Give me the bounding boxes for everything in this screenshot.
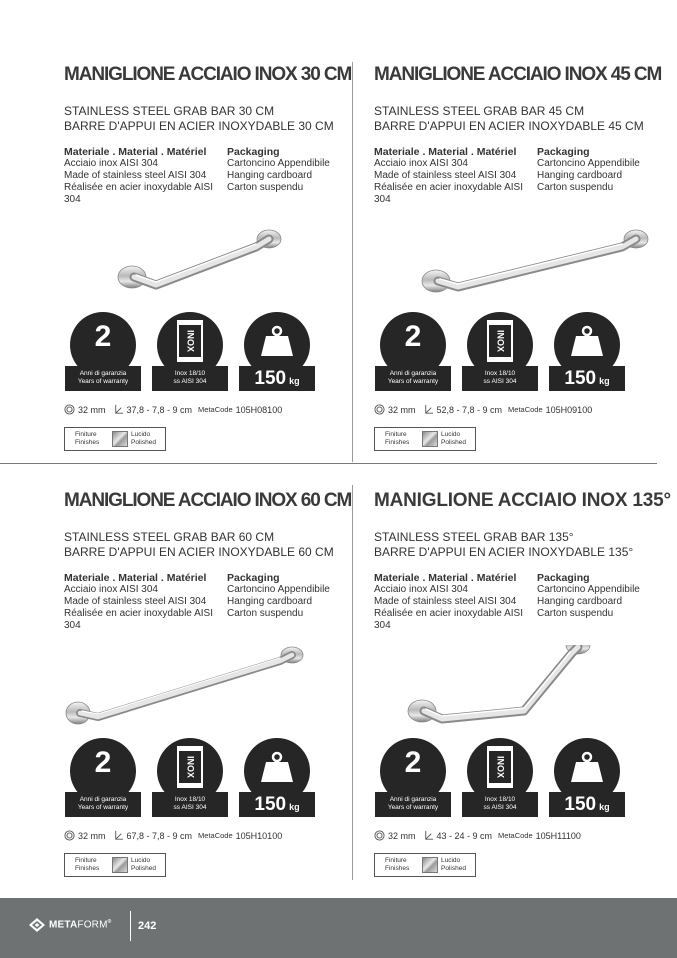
finish-value-it: Lucido — [131, 857, 151, 864]
materials-block — [374, 572, 534, 632]
polished-swatch — [112, 431, 128, 447]
weight-unit: kg — [599, 802, 610, 812]
warranty-label — [375, 792, 451, 817]
material-line: Acciaio inox AISI 304 — [374, 584, 468, 595]
materials-block — [64, 572, 224, 632]
warranty-label-en: Years of warranty — [77, 804, 129, 811]
finishes-box — [64, 427, 166, 451]
material-line: Acciaio inox AISI 304 — [374, 158, 468, 169]
inox-label-line1: Inox 18/10 — [484, 796, 516, 803]
finish-labels — [385, 857, 409, 873]
weight-label — [549, 792, 625, 817]
packaging-heading: Packaging — [537, 146, 590, 158]
material-line: Acciaio inox AISI 304 — [64, 158, 158, 169]
warranty-label-it: Anni di garanzia — [79, 370, 127, 377]
finish-label-en: Finishes — [75, 439, 100, 446]
material-line: Made of stainless steel AISI 304 — [64, 596, 207, 607]
metacode-value: 105H10100 — [235, 830, 283, 841]
page-footer — [0, 898, 677, 958]
product-title: MANIGLIONE ACCIAIO INOX 60 CM — [64, 490, 352, 511]
dimensions-value: 67,8 - 7,8 - 9 cm — [126, 830, 193, 841]
subtitle-fr: BARRE D'APPUI EN ACIER INOXYDABLE 60 CM — [64, 545, 334, 559]
brand-name — [49, 919, 112, 930]
finish-values — [131, 857, 156, 873]
packaging-line: Carton suspendu — [537, 608, 614, 619]
material-line: Made of stainless steel AISI 304 — [374, 170, 517, 181]
finish-value-en: Polished — [131, 439, 156, 446]
polished-swatch — [112, 857, 128, 873]
finishes-box — [374, 853, 476, 877]
inox-icon-text: INOX — [495, 755, 506, 779]
weight-number: 150 — [564, 794, 597, 815]
subtitle-en: STAINLESS STEEL GRAB BAR 45 CM — [374, 104, 585, 118]
weight-number: 150 — [564, 368, 597, 389]
grab-bar-image — [414, 219, 654, 309]
packaging-line: Hanging cardboard — [537, 170, 623, 181]
finish-label-en: Finishes — [385, 865, 410, 872]
packaging-line: Cartoncino Appendibile — [537, 584, 640, 595]
warranty-label-en: Years of warranty — [77, 378, 129, 385]
diameter-value: 32 mm — [78, 404, 106, 415]
materials-heading: Materiale . Material . Matériel — [64, 146, 207, 158]
material-line: Réalisée en acier inoxydable AISI 304 — [374, 608, 523, 631]
product-title: MANIGLIONE ACCIAIO INOX 135° — [374, 490, 671, 511]
inox-icon-text: INOX — [185, 755, 196, 779]
inox-icon — [177, 320, 203, 362]
dimensions-icon — [423, 830, 434, 841]
inox-label-line2: ss AISI 304 — [483, 804, 517, 811]
finish-values — [441, 857, 466, 873]
dimensions-value: 43 - 24 - 9 cm — [436, 830, 493, 841]
inox-label-line2: ss AISI 304 — [483, 378, 517, 385]
subtitle-fr: BARRE D'APPUI EN ACIER INOXYDABLE 135° — [374, 545, 634, 559]
packaging-line: Carton suspendu — [537, 182, 614, 193]
subtitle-en: STAINLESS STEEL GRAB BAR 60 CM — [64, 530, 275, 544]
inox-icon — [487, 746, 513, 788]
weight-icon — [260, 750, 294, 784]
material-line: Made of stainless steel AISI 304 — [64, 170, 207, 181]
metacode-value: 105H11100 — [535, 830, 581, 841]
packaging-block — [537, 146, 667, 194]
weight-icon — [570, 750, 604, 784]
specs-line — [374, 404, 592, 415]
weight-unit: kg — [289, 376, 300, 386]
finish-label-it: Finiture — [75, 431, 97, 438]
finishes-box — [64, 853, 166, 877]
inox-icon-text: INOX — [495, 329, 506, 353]
metaform-diamond-icon — [29, 918, 45, 932]
inox-label — [462, 792, 538, 817]
grab-bar-135-image — [404, 645, 644, 735]
inox-label — [152, 366, 228, 391]
weight-number: 150 — [254, 368, 287, 389]
warranty-number: 2 — [94, 746, 112, 779]
finish-label-en: Finishes — [385, 439, 410, 446]
product-subtitle — [64, 104, 334, 134]
specs-line — [64, 830, 282, 841]
inox-label-line2: ss AISI 304 — [173, 804, 207, 811]
packaging-line: Cartoncino Appendibile — [227, 584, 330, 595]
material-line: Acciaio inox AISI 304 — [64, 584, 158, 595]
warranty-label-en: Years of warranty — [387, 378, 439, 385]
materials-heading: Materiale . Material . Matériel — [374, 146, 517, 158]
diameter-icon — [374, 830, 385, 841]
diameter-icon — [64, 830, 75, 841]
finish-labels — [75, 857, 99, 873]
finish-labels — [75, 431, 99, 447]
materials-block — [374, 146, 534, 206]
finish-values — [131, 431, 156, 447]
dimensions-icon — [113, 404, 124, 415]
diameter-icon — [374, 404, 385, 415]
material-line: Réalisée en acier inoxydable AISI 304 — [64, 608, 213, 631]
product-subtitle — [374, 104, 644, 134]
warranty-label-it: Anni di garanzia — [79, 796, 127, 803]
finish-label-en: Finishes — [75, 865, 100, 872]
brand-bold: META — [49, 919, 78, 931]
grab-bar-image — [46, 645, 326, 735]
specs-line — [374, 830, 581, 841]
finish-value-en: Polished — [441, 439, 466, 446]
diameter-value: 32 mm — [388, 404, 416, 415]
brand-light: FORM — [77, 919, 108, 931]
weight-number: 150 — [254, 794, 287, 815]
diameter-value: 32 mm — [388, 830, 416, 841]
packaging-line: Hanging cardboard — [537, 596, 623, 607]
packaging-block — [227, 572, 357, 620]
material-line: Réalisée en acier inoxydable AISI 304 — [374, 182, 523, 205]
packaging-line: Cartoncino Appendibile — [537, 158, 640, 169]
finishes-box — [374, 427, 476, 451]
inox-label-line1: Inox 18/10 — [484, 370, 516, 377]
warranty-label — [65, 792, 141, 817]
packaging-line: Hanging cardboard — [227, 596, 313, 607]
polished-swatch — [422, 431, 438, 447]
finish-value-it: Lucido — [131, 431, 151, 438]
warranty-number: 2 — [94, 320, 112, 353]
metacode-label: MetaCode — [508, 405, 543, 414]
warranty-number: 2 — [404, 320, 422, 353]
dimensions-value: 52,8 - 7,8 - 9 cm — [436, 404, 503, 415]
packaging-line: Carton suspendu — [227, 608, 304, 619]
polished-swatch — [422, 857, 438, 873]
dimensions-icon — [423, 404, 434, 415]
finish-label-it: Finiture — [75, 857, 97, 864]
inox-label — [152, 792, 228, 817]
packaging-heading: Packaging — [537, 572, 590, 584]
packaging-line: Hanging cardboard — [227, 170, 313, 181]
warranty-label — [65, 366, 141, 391]
inox-icon — [487, 320, 513, 362]
packaging-block — [227, 146, 357, 194]
weight-label — [239, 792, 315, 817]
metaform-logo — [29, 918, 112, 932]
product-card-135deg — [374, 490, 674, 910]
metacode-label: MetaCode — [198, 405, 233, 414]
footer-separator — [130, 911, 131, 941]
weight-unit: kg — [599, 376, 610, 386]
inox-icon — [177, 746, 203, 788]
metacode-label: MetaCode — [498, 831, 533, 840]
metacode-value: 105H09100 — [545, 404, 593, 415]
weight-label — [239, 366, 315, 391]
brand-registered-mark: ® — [107, 919, 112, 926]
finish-labels — [385, 431, 409, 447]
finish-label-it: Finiture — [385, 431, 407, 438]
warranty-label — [375, 366, 451, 391]
product-card-30cm — [64, 64, 364, 484]
packaging-line: Cartoncino Appendibile — [227, 158, 330, 169]
weight-label — [549, 366, 625, 391]
product-title: MANIGLIONE ACCIAIO INOX 45 CM — [374, 64, 662, 85]
subtitle-fr: BARRE D'APPUI EN ACIER INOXYDABLE 45 CM — [374, 119, 644, 133]
material-line: Réalisée en acier inoxydable AISI 304 — [64, 182, 213, 205]
product-subtitle — [374, 530, 633, 560]
warranty-label-en: Years of warranty — [387, 804, 439, 811]
weight-unit: kg — [289, 802, 300, 812]
dimensions-icon — [113, 830, 124, 841]
warranty-label-it: Anni di garanzia — [389, 796, 437, 803]
page-number: 242 — [138, 920, 157, 932]
diameter-icon — [64, 404, 75, 415]
warranty-label-it: Anni di garanzia — [389, 370, 437, 377]
warranty-number: 2 — [404, 746, 422, 779]
inox-icon-text: INOX — [185, 329, 196, 353]
materials-heading: Materiale . Material . Matériel — [374, 572, 517, 584]
finish-value-en: Polished — [441, 865, 466, 872]
finish-values — [441, 431, 466, 447]
finish-value-it: Lucido — [441, 857, 461, 864]
materials-heading: Materiale . Material . Matériel — [64, 572, 207, 584]
packaging-line: Carton suspendu — [227, 182, 304, 193]
product-title: MANIGLIONE ACCIAIO INOX 30 CM — [64, 64, 352, 85]
product-subtitle — [64, 530, 334, 560]
grab-bar-image — [104, 219, 344, 309]
inox-label-line1: Inox 18/10 — [174, 796, 206, 803]
material-line: Made of stainless steel AISI 304 — [374, 596, 517, 607]
inox-label — [462, 366, 538, 391]
finish-label-it: Finiture — [385, 857, 407, 864]
finish-value-it: Lucido — [441, 431, 461, 438]
subtitle-fr: BARRE D'APPUI EN ACIER INOXYDABLE 30 CM — [64, 119, 334, 133]
specs-line — [64, 404, 282, 415]
inox-label-line1: Inox 18/10 — [174, 370, 206, 377]
subtitle-en: STAINLESS STEEL GRAB BAR 30 CM — [64, 104, 275, 118]
materials-block — [64, 146, 224, 206]
diameter-value: 32 mm — [78, 830, 106, 841]
inox-label-line2: ss AISI 304 — [173, 378, 207, 385]
packaging-heading: Packaging — [227, 146, 280, 158]
metacode-label: MetaCode — [198, 831, 233, 840]
metacode-value: 105H08100 — [235, 404, 283, 415]
packaging-heading: Packaging — [227, 572, 280, 584]
weight-icon — [260, 324, 294, 358]
product-card-45cm — [374, 64, 674, 484]
weight-icon — [570, 324, 604, 358]
product-card-60cm — [64, 490, 364, 910]
finish-value-en: Polished — [131, 865, 156, 872]
dimensions-value: 37,8 - 7,8 - 9 cm — [126, 404, 193, 415]
subtitle-en: STAINLESS STEEL GRAB BAR 135° — [374, 530, 574, 544]
packaging-block — [537, 572, 667, 620]
